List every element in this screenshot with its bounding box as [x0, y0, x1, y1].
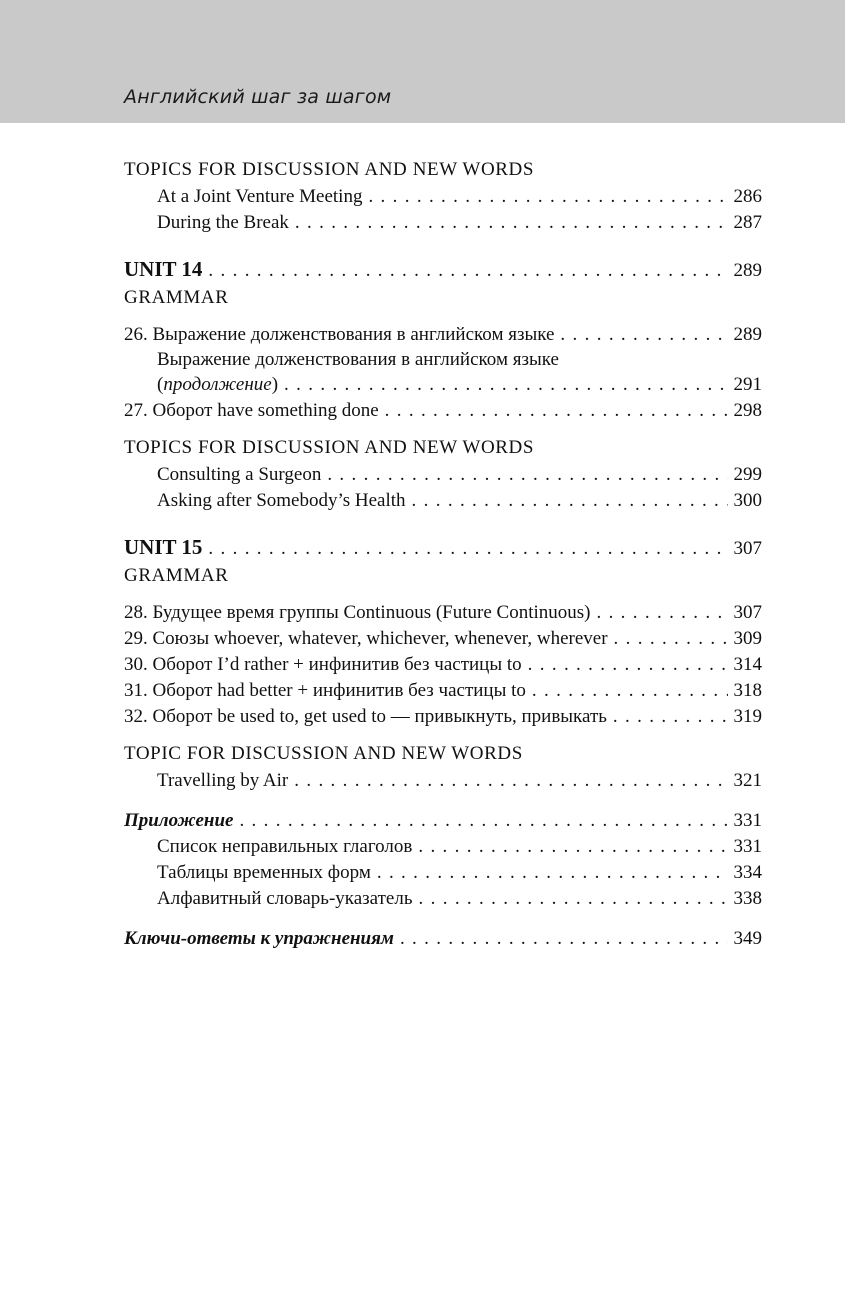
toc-entry[interactable]: [124, 210, 762, 236]
dot-leader: [412, 488, 728, 514]
toc-entry-label: 29. Союзы whoever, whatever, whichever, whenever, wherever: [124, 628, 608, 649]
toc-entry-page: 321: [733, 770, 762, 791]
dot-leader: [400, 926, 728, 952]
dot-leader: [613, 704, 728, 730]
dot-leader: [614, 626, 728, 652]
toc-entry-page: 291: [733, 374, 762, 395]
appendix-label: Приложение: [124, 810, 234, 831]
toc-entry-label: At a Joint Venture Meeting: [157, 186, 363, 207]
toc-entry-label: 32. Оборот be used to, get used to — привыкнуть, привыкать: [124, 706, 607, 727]
dot-leader: [528, 652, 728, 678]
toc-entry-page: 300: [733, 490, 762, 511]
running-title: Английский шаг за шагом: [124, 86, 392, 108]
section-heading-topics: TOPICS FOR DISCUSSION AND NEW WORDS: [124, 159, 535, 180]
toc-entry-label: Asking after Somebody’s Health: [157, 490, 406, 511]
unit-page: 307: [733, 538, 762, 559]
toc-entry[interactable]: [124, 678, 762, 704]
dot-leader: [419, 886, 728, 912]
toc-entry[interactable]: [124, 322, 762, 348]
toc-appendix[interactable]: [124, 808, 762, 834]
dot-leader: [596, 600, 727, 626]
unit-label: UNIT 14: [124, 257, 203, 281]
toc-entry-label: 31. Оборот had better + инфинитив без частицы to: [124, 680, 526, 701]
toc-entry-label: 26. Выражение долженствования в английском языке: [124, 324, 555, 345]
dot-leader: [327, 462, 727, 488]
toc-entry-label: 30. Оборот I’d rather + инфинитив без частицы to: [124, 654, 522, 675]
toc-entry[interactable]: [124, 886, 762, 912]
toc-entry-label: Список неправильных глаголов: [157, 836, 413, 857]
toc-entry-page: 318: [733, 680, 762, 701]
toc-entry-label: 27. Оборот have something done: [124, 400, 379, 421]
toc-entry-page: 309: [733, 628, 762, 649]
toc-entry-page: 338: [733, 888, 762, 909]
toc-entry-page: 299: [733, 464, 762, 485]
toc-entry-page: 331: [733, 836, 762, 857]
toc-entry-label: 28. Будущее время группы Continuous (Future Continuous): [124, 602, 591, 623]
toc-entry-label: Consulting a Surgeon: [157, 464, 322, 485]
toc-unit-14[interactable]: [124, 254, 762, 284]
toc-entry-page: 319: [733, 706, 762, 727]
appendix-page: 331: [733, 810, 762, 831]
toc-entry[interactable]: [124, 768, 762, 794]
toc-entry[interactable]: [124, 834, 762, 860]
toc-entry-label: During the Break: [157, 212, 289, 233]
toc-keys[interactable]: [124, 926, 762, 952]
toc-entry[interactable]: [124, 488, 762, 514]
toc-entry-continuation: Выражение долженствования в английском языке: [157, 349, 559, 370]
toc-entry[interactable]: [124, 600, 762, 626]
unit-page: 289: [733, 260, 762, 281]
dot-leader: [284, 372, 727, 398]
toc-entry[interactable]: [124, 398, 762, 424]
toc-entry[interactable]: [124, 860, 762, 886]
section-heading-topics: TOPICS FOR DISCUSSION AND NEW WORDS: [124, 437, 535, 458]
dot-leader: [208, 256, 727, 286]
table-of-contents: [124, 156, 762, 952]
toc-entry-page: 298: [733, 400, 762, 421]
toc-entry-page: 314: [733, 654, 762, 675]
toc-entry-page: 287: [733, 212, 762, 233]
toc-entry[interactable]: [124, 626, 762, 652]
toc-entry-label: Таблицы временных форм: [157, 862, 371, 883]
page-header-band: [0, 0, 845, 123]
section-heading-topic: TOPIC FOR DISCUSSION AND NEW WORDS: [124, 743, 523, 764]
dot-leader: [560, 322, 727, 348]
dot-leader: [294, 768, 727, 794]
toc-entry-page: 289: [733, 324, 762, 345]
toc-entry[interactable]: [124, 184, 762, 210]
toc-unit-15[interactable]: [124, 532, 762, 562]
keys-label: Ключи-ответы к упражнениям: [124, 928, 394, 949]
toc-entry[interactable]: [124, 372, 762, 398]
section-heading-grammar: GRAMMAR: [124, 287, 229, 308]
toc-entry-page: 307: [733, 602, 762, 623]
toc-entry-label: Алфавитный словарь-указатель: [157, 888, 413, 909]
toc-entry-page: 286: [733, 186, 762, 207]
dot-leader: [368, 184, 727, 210]
dot-leader: [377, 860, 728, 886]
dot-leader: [295, 210, 728, 236]
toc-entry[interactable]: [124, 652, 762, 678]
toc-entry[interactable]: [124, 704, 762, 730]
toc-entry-label: Travelling by Air: [157, 770, 289, 791]
keys-page: 349: [733, 928, 762, 949]
dot-leader: [239, 808, 727, 834]
section-heading-grammar: GRAMMAR: [124, 565, 229, 586]
dot-leader: [532, 678, 728, 704]
dot-leader: [418, 834, 727, 860]
toc-entry[interactable]: [124, 462, 762, 488]
toc-entry-label: (продолжение): [157, 374, 279, 395]
toc-entry-page: 334: [733, 862, 762, 883]
italic-note: продолжение: [163, 374, 272, 395]
unit-label: UNIT 15: [124, 535, 203, 559]
dot-leader: [208, 534, 727, 564]
dot-leader: [385, 398, 728, 424]
